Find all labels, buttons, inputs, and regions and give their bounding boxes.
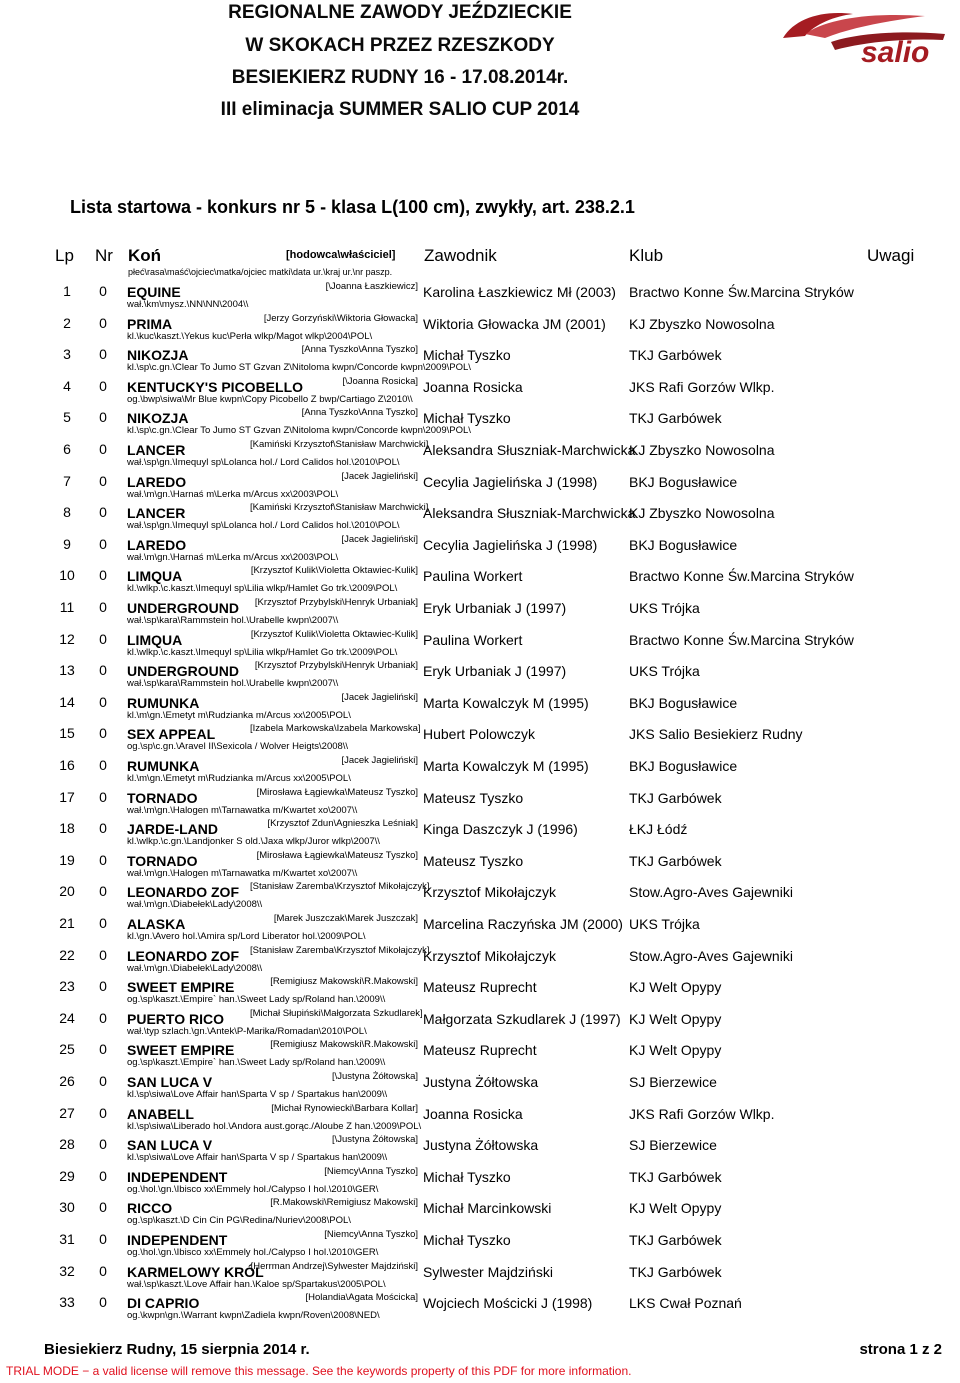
row-horse-info: wał.\typ szlach.\gn.\Antek\P-Marika/Romadan\2010\POL\ [127,1025,367,1037]
row-horse-info: kl.\kuc\kaszt.\Yekus kuc\Perła wlkp/Magot wlkp\2004\POL\ [127,330,373,342]
row-horse-info: og.\sp\c.gn.\Aravel II\Sexicola / Wolver Heigts\2008\\ [127,741,349,753]
row-horse: LANCER [127,505,186,522]
row-nr: 0 [99,883,107,900]
row-nr: 0 [99,1073,107,1089]
row-horse-info: wał.\m\gn.\Diabełek\Lady\2008\\ [127,962,263,974]
row-horse: UNDERGROUND [127,600,239,616]
row-club: LKS Cwał Poznań [629,1295,742,1312]
row-rider: Justyna Żółtowska [423,1137,539,1154]
row-rider: Wiktoria Głowacka JM (2001) [423,315,606,332]
row-owner: [Jacek Jagieliński] [341,755,418,766]
row-nr: 0 [99,1167,107,1184]
row-owner: [Herrman Andrzej\Sylwester Majdziński] [250,1260,418,1272]
row-lp: 23 [59,978,75,995]
row-rider: Krzysztof Mikołajczyk [423,947,557,964]
row-club: JKS Rafi Gorzów Wlkp. [629,1105,775,1122]
row-lp: 8 [63,504,71,521]
row-rider: Paulina Workert [423,568,523,585]
row-nr: 0 [99,1199,107,1216]
row-rider: Michał Tyszko [423,410,511,427]
table-row [0,723,960,754]
row-owner: [Michał Rynowiecki\Barbara Kollar] [271,1102,418,1114]
row-club: KJ Welt Opypy [629,1042,722,1059]
row-horse: NIKOZJA [127,410,189,427]
row-club: Stow.Agro-Aves Gajewniki [629,884,793,901]
row-club: BKJ Bogusławice [629,758,738,774]
row-rider: Wojciech Mościcki J (1998) [423,1295,593,1312]
row-horse-info: wał.\sp\gn.\Imequyl sp\Lolanca hol./ Lord Calidos hol.\2010\POL\ [127,520,400,532]
row-club: TKJ Garbówek [629,1263,722,1280]
row-horse: KENTUCKY'S PICOBELLO [127,378,304,395]
table-row [0,945,960,976]
row-club: TKJ Garbówek [629,1168,722,1185]
row-nr: 0 [99,820,107,837]
row-owner: [\Joanna Rosicka] [342,375,418,387]
row-owner: [Jacek Jagieliński] [341,691,418,703]
table-row [0,1103,960,1134]
row-club: TKJ Garbówek [629,852,722,869]
table-row [0,976,960,1007]
row-nr: 0 [99,757,107,773]
col-header-rider: Zawodnik [424,246,497,265]
row-horse: LEONARDO ZOF [127,947,239,964]
row-rider: Sylwester Majdziński [423,1263,553,1280]
row-club: BKJ Bogusławice [629,473,738,490]
row-rider: Małgorzata Szkudlarek J (1997) [423,1010,621,1027]
row-horse: SEX APPEAL [127,726,216,743]
row-owner: [Stanisław Zaremba\Krzysztof Mikołajczyk] [250,944,430,956]
row-club: JKS Salio Besiekierz Rudny [629,726,803,743]
row-lp: 6 [63,441,71,457]
row-nr: 0 [99,662,107,679]
row-nr: 0 [99,535,107,552]
row-owner: [Izabela Markowska\Izabela Markowska] [250,723,421,735]
row-rider: Cecylia Jagielińska J (1998) [423,473,598,490]
row-club: Bractwo Konne Św.Marcina Stryków [629,568,854,585]
row-rider: Mateusz Tyszko [423,789,524,806]
trial-watermark: TRIAL MODE − a valid license will remove this message. See the keywords property of this PDF for more information. [6,1364,632,1378]
row-rider: Michał Marcinkowski [423,1200,552,1217]
row-owner: [Michał Słupiński\Małgorzata Szkudlarek] [250,1007,423,1019]
title-line-4: III eliminacja SUMMER SALIO CUP 2014 [220,99,580,120]
row-nr: 0 [99,314,107,331]
table-row [0,1008,960,1039]
row-lp: 22 [59,946,75,963]
table-row [0,344,960,375]
row-horse: SWEET EMPIRE [127,979,235,996]
table-row [0,818,960,849]
row-club: TKJ Garbówek [629,1232,722,1248]
row-horse: SAN LUCA V [127,1137,213,1154]
row-horse-info: wał.\m\gn.\Halogen m\Tarnawatka m/Kwartet xo\2007\\ [127,804,358,816]
footer-place-date: Biesiekierz Rudny, 15 sierpnia 2014 r. [44,1341,310,1358]
list-subtitle: Lista startowa - konkurs nr 5 - klasa L(100 cm), zwykły, art. 238.2.1 [70,197,635,217]
row-club: BKJ Bogusławice [629,536,738,553]
row-horse-info: kl.\sp\siwa\Love Affair han\Sparta V sp / Spartakus han\2009\\ [127,1152,388,1164]
row-horse-info: wał.\sp\gn.\Imequyl sp\Lolanca hol./ Lord Calidos hol.\2010\POL\ [127,457,400,468]
row-owner: [Jerzy Gorzyński\Wiktoria Głowacka] [263,312,418,324]
row-owner: [Jacek Jagieliński] [341,533,418,545]
table-row [0,471,960,502]
row-horse: PRIMA [127,315,173,332]
row-horse-info: wał.\m\gn.\Harnaś m\Lerka m/Arcus xx\2003\POL\ [127,488,339,500]
title-line-1: REGIONALNE ZAWODY JEŹDZIECKIE [228,2,572,23]
table-row [0,787,960,818]
row-horse-info: wał.\m\gn.\Halogen m\Tarnawatka m/Kwartet xo\2007\\ [127,867,358,879]
row-club: KJ Welt Opypy [629,1010,722,1027]
row-lp: 16 [59,757,75,773]
row-lp: 19 [59,851,75,868]
row-owner: [R.Makowski\Remigiusz Makowski] [270,1197,418,1209]
row-horse-info: wał.\sp\kara\Rammstein hol.\Urabelle kwpn\2007\\ [127,615,339,626]
row-horse: PUERTO RICO [127,1010,224,1027]
row-lp: 1 [63,283,71,299]
row-nr: 0 [99,346,107,363]
row-owner: [Jacek Jagieliński] [341,470,418,482]
table-row [0,1197,960,1228]
row-club: KJ Welt Opypy [629,979,722,996]
row-nr: 0 [99,1231,107,1247]
row-club: KJ Zbyszko Nowosolna [629,442,775,458]
table-row [0,1261,960,1292]
row-nr: 0 [99,409,107,426]
table-row [0,407,960,438]
row-club: Bractwo Konne Św.Marcina Stryków [629,284,854,300]
row-lp: 27 [59,1104,75,1121]
row-rider: Mateusz Tyszko [423,852,524,869]
row-nr: 0 [99,1041,107,1058]
row-rider: Joanna Rosicka [423,378,523,395]
row-rider: Marcelina Raczyńska JM (2000) [423,916,623,932]
row-lp: 20 [59,883,75,900]
row-horse-info: wał.\m\gn.\Harnaś m\Lerka m/Arcus xx\2003\POL\ [127,551,339,563]
row-rider: Justyna Żółtowska [423,1074,539,1090]
row-club: UKS Trójka [629,600,700,616]
row-rider: Marta Kowalczyk M (1995) [423,758,589,774]
row-club: UKS Trójka [629,916,700,932]
row-nr: 0 [99,599,107,615]
row-owner: [Mirosława Łągiewka\Mateusz Tyszko] [256,786,418,798]
table-row [0,1166,960,1197]
row-horse: UNDERGROUND [127,663,239,680]
table-row [0,1071,960,1102]
row-horse-info: og.\hol.\gn.\Ibisco xx\Emmely hol./Calypso I hol.\2010\GER\ [127,1183,379,1195]
row-lp: 32 [59,1262,75,1279]
row-nr: 0 [99,946,107,963]
row-owner: [Krzysztof Przybylski\Henryk Urbaniak] [254,660,418,672]
row-owner: [Marek Juszczak\Marek Juszczak] [273,913,418,924]
row-club: Bractwo Konne Św.Marcina Stryków [629,631,854,648]
row-horse: SWEET EMPIRE [127,1042,235,1059]
row-rider: Cecylia Jagielińska J (1998) [423,536,598,553]
row-horse: RUMUNKA [127,694,200,711]
table-row [0,439,960,470]
table-row [0,565,960,596]
row-horse-info: og.\sp\kaszt.\Empire` han.\Sweet Lady sp/Roland han.\2009\\ [127,1057,386,1069]
table-row [0,881,960,912]
row-owner: [\Joanna Łaszkiewicz] [325,281,418,292]
table-row [0,534,960,565]
table-row [0,376,960,407]
row-lp: 25 [59,1041,75,1058]
row-lp: 26 [59,1073,75,1089]
row-lp: 5 [63,409,71,426]
row-owner: [Niemcy\Anna Tyszko] [324,1229,418,1240]
row-lp: 28 [59,1136,75,1153]
row-horse-info: kl.\m\gn.\Emetyt m\Rudzianka m/Arcus xx\2005\POL\ [127,709,351,721]
row-owner: [Krzysztof Zdun\Agnieszka Leśniak] [267,818,418,830]
table-row [0,1039,960,1070]
table-row [0,502,960,533]
table-row [0,660,960,691]
row-lp: 12 [59,630,75,647]
row-horse: ANABELL [127,1105,194,1122]
row-horse: ALASKA [127,916,186,932]
row-owner: [\Justyna Żółtowska] [331,1134,418,1146]
row-nr: 0 [99,630,107,647]
row-nr: 0 [99,1009,107,1026]
row-nr: 0 [99,1104,107,1121]
row-rider: Marta Kowalczyk M (1995) [423,694,589,711]
row-owner: [Stanisław Zaremba\Krzysztof Mikołajczyk] [250,881,430,893]
col-header-club: Klub [629,246,664,265]
row-horse-info: og.\sp\kaszt.\Empire` han.\Sweet Lady sp/Roland han.\2009\\ [127,994,386,1006]
table-row [0,692,960,723]
row-nr: 0 [99,788,107,805]
row-club: TKJ Garbówek [629,347,722,364]
row-owner: [Remigiusz Makowski\R.Makowski] [270,976,418,988]
row-horse: LANCER [127,442,186,458]
row-horse: TORNADO [127,852,198,869]
row-nr: 0 [99,725,107,742]
row-nr: 0 [99,693,107,710]
row-rider: Mateusz Ruprecht [423,1042,537,1059]
row-owner: [Mirosława Łągiewka\Mateusz Tyszko] [256,849,418,861]
title-line-3: BESIEKIERZ RUDNY 16 - 17.08.2014r. [231,67,569,88]
row-owner: [Kamiński Krzysztof\Stanisław Marchwicki] [250,502,429,514]
row-lp: 7 [63,472,71,489]
row-owner: [Anna Tyszko\Anna Tyszko] [301,344,418,356]
row-club: KJ Zbyszko Nowosolna [629,505,775,522]
row-nr: 0 [99,1294,107,1311]
table-row [0,1134,960,1165]
col-header-horse-info: płeć\rasa\maść\ojciec\matka/ojciec matki\data ur.\kraj ur.\nr paszp. [128,267,393,277]
row-owner: [Niemcy\Anna Tyszko] [324,1165,418,1177]
salio-logo [775,4,955,68]
row-horse: LAREDO [127,536,187,553]
row-horse: TORNADO [127,789,198,806]
row-owner: [Anna Tyszko\Anna Tyszko] [301,407,418,419]
table-row [0,850,960,881]
row-club: SJ Bierzewice [629,1074,717,1090]
row-rider: Eryk Urbaniak J (1997) [423,600,567,616]
row-horse-info: kl.\wlkp.\c.kaszt.\Imequyl sp\Lilia wlkp/Hamlet Go trk.\2009\POL\ [127,646,398,658]
table-row [0,597,960,628]
row-nr: 0 [99,567,107,584]
row-rider: Hubert Polowczyk [423,726,536,743]
row-horse-info: kl.\wlkp.\c.gn.\Landjonker S old.\Jaxa wlkp/Juror wlkp\2007\\ [127,836,380,848]
row-club: BKJ Bogusławice [629,694,738,711]
row-owner: [Krzysztof Kulik\Violetta Oktawiec-Kulik] [250,565,418,577]
row-owner: [Remigiusz Makowski\R.Makowski] [270,1039,418,1051]
col-header-nr: Nr [95,246,113,265]
row-nr: 0 [99,441,107,457]
row-nr: 0 [99,472,107,489]
row-club: Stow.Agro-Aves Gajewniki [629,947,793,964]
logo-text: salio [861,36,930,68]
row-lp: 21 [59,915,75,931]
row-horse-info: og.\kwpn\gn.\Warrant kwpn\Zadiela kwpn/Roven\2008\NED\ [127,1310,380,1322]
row-rider: Aleksandra Słuszniak-Marchwicka [423,505,636,522]
row-owner: [\Justyna Żółtowska] [331,1071,418,1082]
row-horse: LEONARDO ZOF [127,884,239,901]
row-rider: Paulina Workert [423,631,523,648]
table-row [0,1229,960,1260]
row-horse-info: kl.\sp\siwa\Love Affair han\Sparta V sp / Spartakus han\2009\\ [127,1089,388,1100]
row-horse-info: wał.\m\gn.\Diabełek\Lady\2008\\ [127,899,263,911]
row-club: TKJ Garbówek [629,789,722,806]
row-lp: 17 [59,788,75,805]
table-row [0,281,960,312]
row-club: SJ Bierzewice [629,1137,717,1154]
row-horse: JARDE-LAND [127,821,218,838]
row-lp: 15 [59,725,75,742]
row-lp: 10 [59,567,75,584]
row-horse: RUMUNKA [127,758,200,774]
row-rider: Michał Tyszko [423,1168,511,1185]
row-horse: DI CAPRIO [127,1295,200,1312]
row-rider: Eryk Urbaniak J (1997) [423,663,567,680]
row-nr: 0 [99,1262,107,1279]
table-row [0,755,960,786]
row-rider: Mateusz Ruprecht [423,979,537,996]
row-horse-info: og.\bwp\siwa\Mr Blue kwpn\Copy Picobello Z bwp/Cartiago Z\2010\\ [127,393,413,405]
row-nr: 0 [99,283,107,299]
table-row [0,913,960,944]
row-horse: INDEPENDENT [127,1168,228,1185]
row-lp: 30 [59,1199,75,1216]
row-nr: 0 [99,1136,107,1153]
row-rider: Krzysztof Mikołajczyk [423,884,557,901]
row-club: TKJ Garbówek [629,410,722,427]
table-row [0,1292,960,1323]
row-horse-info: kl.\gn.\Avero hol.\Amira sp/Lord Liberator hol.\2009\POL\ [127,931,366,942]
row-lp: 9 [63,535,71,552]
row-owner: [Krzysztof Kulik\Violetta Oktawiec-Kulik] [250,628,418,640]
row-lp: 4 [63,377,71,394]
row-lp: 3 [63,346,71,363]
row-lp: 29 [59,1167,75,1184]
row-owner: [Krzysztof Przybylski\Henryk Urbaniak] [254,597,418,608]
row-horse-info: wał.\sp\kaszt.\Love Affair han.\Kaloe sp/Spartakus\2005\POL\ [127,1278,386,1290]
table-row [0,629,960,660]
row-owner: [Holandia\Agata Mościcka] [305,1292,418,1304]
table-row [0,313,960,344]
col-header-owner: [hodowca\właściciel] [286,249,396,261]
row-rider: Joanna Rosicka [423,1105,523,1122]
row-horse: LIMQUA [127,631,183,648]
row-lp: 31 [59,1231,75,1247]
row-horse-info: wał.\km\mysz.\NN\NN\2004\\ [127,299,249,310]
col-header-notes: Uwagi [867,246,915,265]
row-club: KJ Zbyszko Nowosolna [629,315,775,332]
row-horse: LAREDO [127,473,187,490]
row-horse-info: kl.\sp\c.gn.\Clear To Jumo ST Gzvan Z\Nitoloma kwpn/Concorde kwpn\2009\POL\ [127,425,471,437]
row-horse: NIKOZJA [127,347,189,364]
row-lp: 24 [59,1009,75,1026]
row-horse: LIMQUA [127,568,183,585]
row-club: UKS Trójka [629,663,700,680]
row-horse-info: wał.\sp\kara\Rammstein hol.\Urabelle kwpn\2007\\ [127,678,339,690]
row-rider: Michał Tyszko [423,1232,511,1248]
row-rider: Kinga Daszczyk J (1996) [423,821,578,838]
row-nr: 0 [99,978,107,995]
row-lp: 33 [59,1294,75,1311]
row-horse-info: kl.\sp\c.gn.\Clear To Jumo ST Gzvan Z\Nitoloma kwpn/Concorde kwpn\2009\POL\ [127,362,471,374]
row-lp: 13 [59,662,75,679]
footer-page-number: strona 1 z 2 [859,1341,942,1358]
row-horse: INDEPENDENT [127,1232,228,1248]
row-nr: 0 [99,504,107,521]
row-horse-info: kl.\wlkp.\c.kaszt.\Imequyl sp\Lilia wlkp/Hamlet Go trk.\2009\POL\ [127,583,398,595]
row-horse-info: kl.\sp\siwa\Liberado hol.\Andora aust.gorąc./Aloube Z han.\2009\POL\ [127,1120,422,1132]
row-club: JKS Rafi Gorzów Wlkp. [629,378,775,395]
title-line-2: W SKOKACH PRZEZ RZESZKODY [245,35,555,56]
row-club: KJ Welt Opypy [629,1200,722,1217]
row-nr: 0 [99,915,107,931]
row-lp: 2 [63,314,71,331]
row-owner: [Kamiński Krzysztof\Stanisław Marchwicki] [250,439,429,450]
row-nr: 0 [99,851,107,868]
col-header-horse: Koń [128,246,162,265]
row-horse-info: og.\sp\kaszt.\D Cin Cin PG\Redina/Nuriev\2008\POL\ [127,1215,351,1227]
row-lp: 11 [59,599,75,615]
row-rider: Aleksandra Słuszniak-Marchwicka [423,442,636,458]
row-rider: Karolina Łaszkiewicz Mł (2003) [423,284,616,300]
row-lp: 18 [59,820,75,837]
row-lp: 14 [59,693,75,710]
row-horse-info: kl.\m\gn.\Emetyt m\Rudzianka m/Arcus xx\2005\POL\ [127,773,351,784]
col-header-lp: Lp [55,246,74,265]
row-horse-info: og.\hol.\gn.\Ibisco xx\Emmely hol./Calypso I hol.\2010\GER\ [127,1247,379,1258]
row-club: ŁKJ Łódź [629,821,688,838]
row-nr: 0 [99,377,107,394]
row-horse: EQUINE [127,284,181,300]
row-horse: RICCO [127,1200,173,1217]
row-horse: SAN LUCA V [127,1074,213,1090]
row-rider: Michał Tyszko [423,347,511,364]
row-horse: KARMELOWY KRÓL [127,1263,264,1280]
